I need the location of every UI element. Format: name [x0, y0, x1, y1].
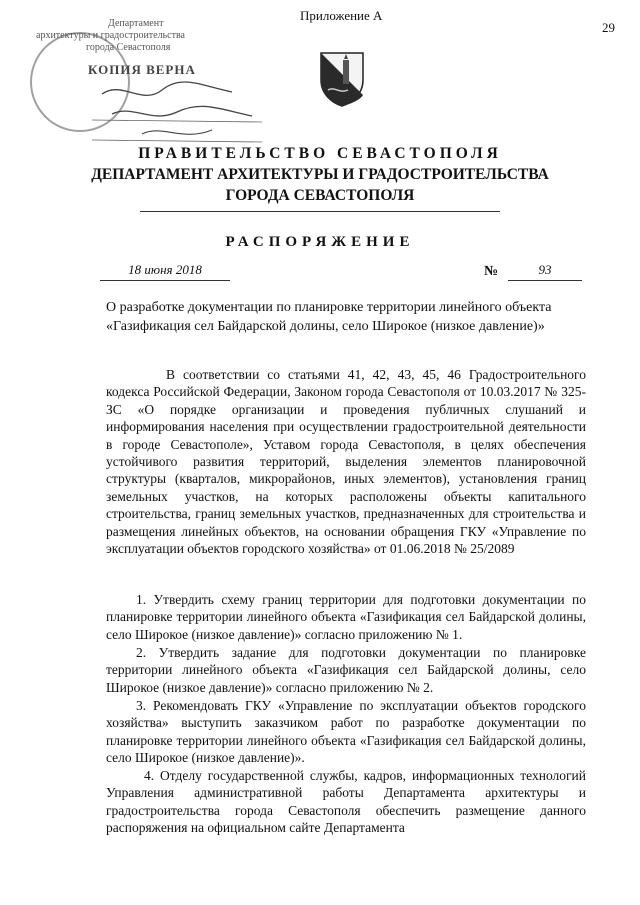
authority-line-2: ДЕПАРТАМЕНТ АРХИТЕКТУРЫ И ГРАДОСТРОИТЕЛЬСТВА — [91, 166, 549, 183]
order-item-1: 1. Утвердить схему границ территории для подготовки документации по планировке территории линейного объекта «Газификация сел Байдарской долины, село Широкое (низкое давление)» согласно приложению № 1. — [106, 592, 586, 642]
order-item-4: 4. Отделу государственной службы, кадров, информационных технологий Управления административной работы Департамента архитектуры и градостроительства города Севастополя обеспечить размещение данного распоряжения на официальном сайте Департамента — [106, 768, 586, 836]
sevastopol-coat-of-arms-icon — [318, 50, 366, 108]
document-number-label: № — [484, 264, 499, 279]
preamble-paragraph: В соответствии со статьями 41, 42, 43, 45, 46 Градостроительного кодекса Российской Федерации, Законом города Севастополя от 10.03.2017 № 325-ЗС «О порядке организации и проведения публичных слушаний и информирования населения при осуществлении градостроительной деятельности в городе Севастополе», Уставом города Севастополя, в целях обеспечения устойчивого развития территорий, выделения элементов планировочной структуры (кварталов, микрорайонов, иных элементов), установления границ земельных участков, на которых расположены объекты капитального строительства, границ земельных участков, предназначенных для строительства и размещения линейных объектов, на основании обращения ГКУ «Управление по эксплуатации объектов городского хозяйства» от 01.06.2018 № 25/2089 — [106, 367, 586, 557]
stamp-line-1: Департамент — [108, 18, 164, 29]
document-date: 18 июня 2018 — [100, 262, 230, 281]
certification-stamp — [22, 18, 272, 138]
handwritten-signature — [82, 76, 272, 146]
document-number: 93 — [508, 262, 582, 281]
document-subject: О разработке документации по планировке территории линейного объекта «Газификация сел Байдарской долины, село Широкое (низкое давление)» — [106, 300, 552, 334]
stamp-line-2: архитектуры и градостроительства — [36, 30, 185, 41]
stamp-line-3: города Севастополя — [86, 42, 171, 53]
page-number: 29 — [602, 20, 615, 35]
header-divider — [140, 211, 500, 212]
document-type: РАСПОРЯЖЕНИЕ — [225, 234, 415, 250]
authority-line-1: ПРАВИТЕЛЬСТВО СЕВАСТОПОЛЯ — [138, 145, 502, 162]
stamp-copy-verified: КОПИЯ ВЕРНА — [88, 62, 196, 77]
appendix-label: Приложение А — [300, 8, 383, 23]
order-item-3: 3. Рекомендовать ГКУ «Управление по эксплуатации объектов городского хозяйства» выступить заказчиком работ по разработке документации по планировке территории линейного объекта «Газификация сел Байдарской долины, село Широкое (низкое давление)». — [106, 698, 586, 766]
authority-line-3: ГОРОДА СЕВАСТОПОЛЯ — [225, 187, 415, 204]
order-item-2: 2. Утвердить задание для подготовки документации по планировке территории линейного объекта «Газификация сел Байдарской долины, село Широкое (низкое давление)» согласно приложению № 2. — [106, 645, 586, 695]
